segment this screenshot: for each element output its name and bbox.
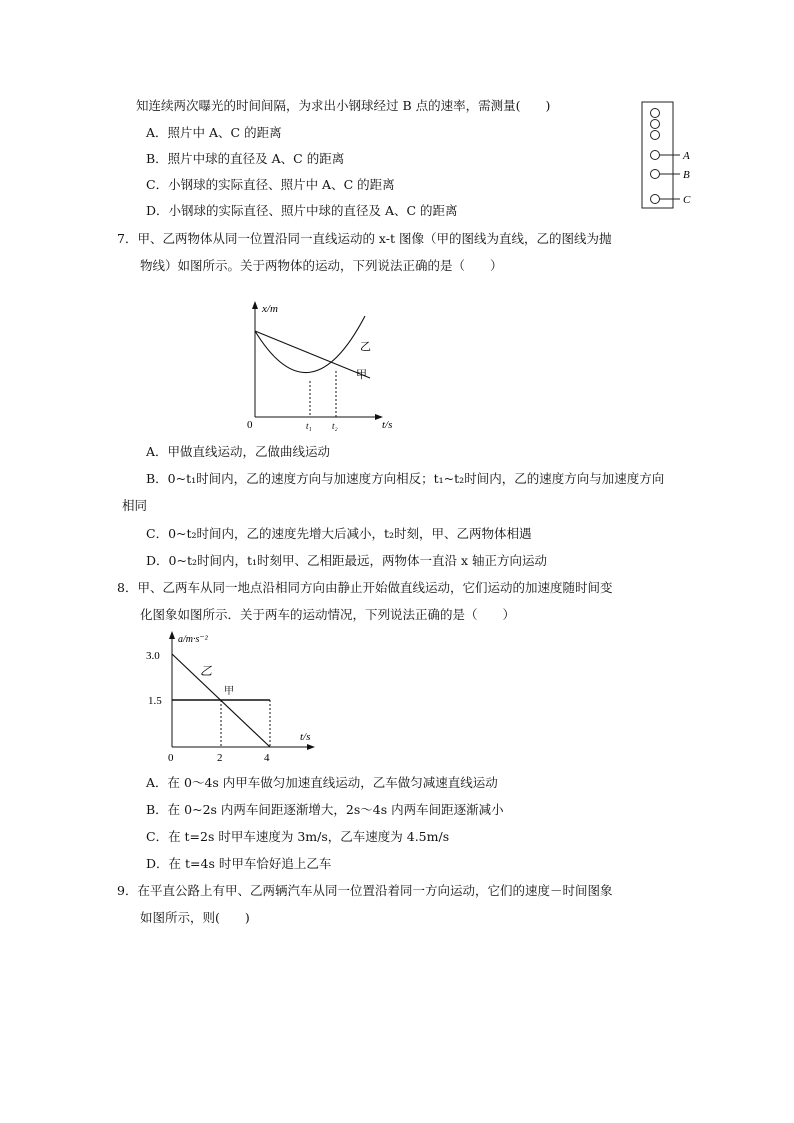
q8-stem-line2: 化图象如图所示．关于两车的运动情况，下列说法正确的是（ ） [140,607,516,622]
q8-option-b: B．在 0~2s 内两车间距逐渐增大，2s～4s 内两车间距逐渐减小 [146,802,504,817]
q6-option-d: D．小钢球的实际直径、照片中球的直径及 A、C 的距离 [146,203,458,218]
label-yi: 乙 [200,664,213,678]
ball-2 [651,120,660,129]
label-jia: 甲 [356,369,367,381]
q7-stem-line2: 物线）如图所示。关于两物体的运动，下列说法正确的是（ ） [140,258,503,273]
q7-option-d: D．0~t₂时间内，t₁时刻甲、乙相距最远，两物体一直沿 x 轴正方向运动 [146,553,548,568]
ball-c [651,195,660,204]
ylabel: x/m [262,303,278,315]
label-jia: 甲 [224,686,234,697]
ytick-3: 3.0 [146,650,160,662]
xtick-2: 2 [217,752,223,764]
q9-stem-line2: 如图所示，则( ) [140,910,250,925]
xtick-4: 4 [264,752,270,764]
tick-t2: t₂ [332,421,338,431]
q7-stem-line1: 7．甲、乙两物体从同一位置沿同一直线运动的 x-t 图像（甲的图线为直线，乙的图线为抛 [117,231,612,246]
q6-stem: 知连续两次曝光的时间间隔，为求出小钢球经过 B 点的速率，需测量( ) [136,98,551,113]
ball-a [651,151,660,160]
q9-stem-line1: 9．在平直公路上有甲、乙两辆汽车从同一位置沿着同一方向运动，它们的速度－时间图象 [117,883,613,898]
q7-option-b-line1: B．0~t₁时间内，乙的速度方向与加速度方向相反；t₁~t₂时间内，乙的速度方向与加速度方向 [146,471,665,486]
label-yi: 乙 [360,341,371,353]
q7-xt-graph [240,296,410,436]
q7-option-c: C．0~t₂时间内，乙的速度先增大后减小，t₂时刻，甲、乙两物体相遇 [146,526,532,541]
q8-option-c: C．在 t=2s 时甲车速度为 3m/s，乙车速度为 4.5m/s [146,829,450,844]
xlabel: t/s [300,731,311,743]
q7-option-a: A．甲做直线运动，乙做曲线运动 [146,444,331,459]
q6-option-c: C．小钢球的实际直径、照片中 A、C 的距离 [146,177,395,192]
tick-t1: t₁ [306,421,312,431]
q6-strobe-photo-figure [636,98,706,212]
q8-at-graph [140,628,330,768]
label-c: C [683,194,691,206]
xtick-0: 0 [168,752,174,764]
ball-1 [651,109,660,118]
q6-option-a: A．照片中 A、C 的距离 [146,125,282,140]
q8-option-a: A．在 0～4s 内甲车做匀加速直线运动，乙车做匀减速直线运动 [146,775,498,790]
ball-3 [651,131,660,140]
ytick-15: 1.5 [148,695,162,707]
q8-option-d: D．在 t=4s 时甲车恰好追上乙车 [146,856,332,871]
ylabel: a/m·s⁻² [178,634,208,645]
q7-option-b-line2: 相同 [122,498,148,513]
origin: 0 [247,419,253,431]
q8-stem-line1: 8．甲、乙两车从同一地点沿相同方向由静止开始做直线运动，它们运动的加速度随时间变 [117,580,613,595]
xlabel: t/s [382,419,393,431]
curve-yi [255,316,365,373]
ball-b [651,170,660,179]
q6-option-b: B．照片中球的直径及 A、C 的距离 [146,151,345,166]
label-a: A [683,150,690,162]
label-b: B [683,169,690,181]
